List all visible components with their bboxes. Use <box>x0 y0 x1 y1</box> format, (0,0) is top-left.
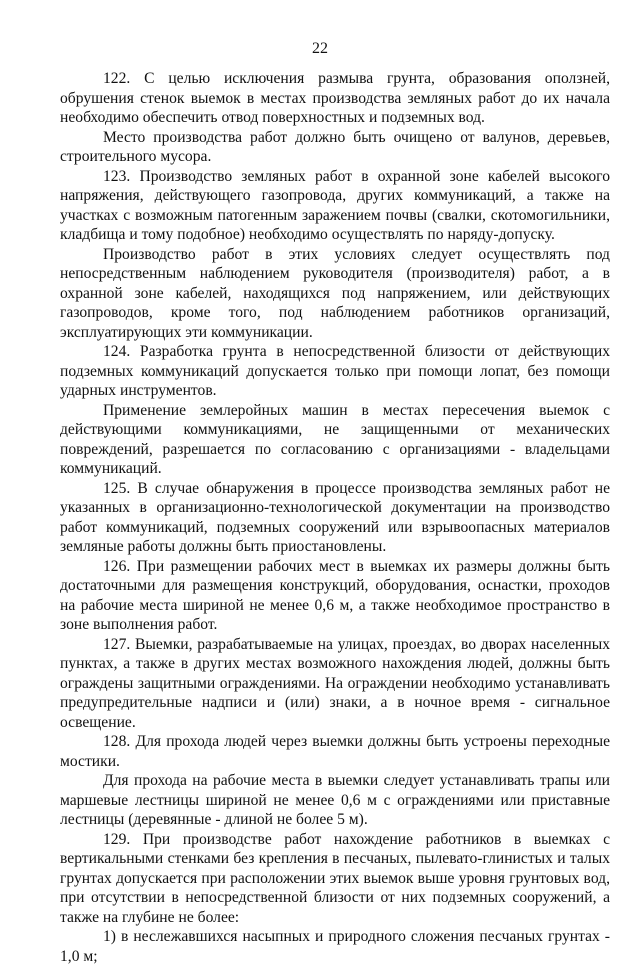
paragraph-123-cont: Производство работ в этих условиях следует осуществлять под непосредственным наблюдением руководителя (производителя) работ, а в охранной зоне кабелей, находящихся под напряжением, или действующих газопроводов, кроме того, под наблюдением работников организаций, эксплуатирующих эти коммуникации. <box>60 245 610 341</box>
paragraph-128-cont: Для прохода на рабочие места в выемки следует устанавливать трапы или маршевые лестницы шириной не менее 0,6 м с ограждениями или приставные лестницы (деревянные - длиной не более 5 м). <box>60 772 610 828</box>
paragraph-129-item-1: 1) в неслежавшихся насыпных и природного сложения песчаных грунтах - 1,0 м; <box>60 928 610 965</box>
paragraph-125: 125. В случае обнаружения в процессе производства земляных работ не указанных в организационно-технологической документации на производство работ коммуникаций, подземных сооружений или взрывоопасных материалов земляные работы должны быть приостановлены. <box>60 479 610 555</box>
paragraph-127: 127. Выемки, разрабатываемые на улицах, проездах, во дворах населенных пунктах, а также в других местах возможного нахождения людей, должны быть ограждены защитными ограждениями. На ограждении необходимо устанавливать предупредительные надписи и (или) знаки, а в ночное время - сигнальное освещение. <box>60 635 610 731</box>
paragraph-126: 126. При размещении рабочих мест в выемках их размеры должны быть достаточными для размещения конструкций, оборудования, оснастки, проходов на рабочие места шириной не менее 0,6 м, а также необходимое пространство в зоне выполнения работ. <box>60 557 610 633</box>
document-body <box>60 69 610 966</box>
page-number: 22 <box>312 40 328 57</box>
paragraph-124-cont: Применение землеройных машин в местах пересечения выемок с действующими коммуникациями, не защищенными от механических повреждений, разрешается по согласованию с организациями - владельцами коммуникаций. <box>60 401 610 477</box>
paragraph-122: 122. С целью исключения размыва грунта, образования оползней, обрушения стенок выемок в местах производства земляных работ до их начала необходимо обеспечить отвод поверхностных и подземных вод. <box>60 70 610 126</box>
paragraph-124: 124. Разработка грунта в непосредственной близости от действующих подземных коммуникаций допускается только при помощи лопат, без помощи ударных инструментов. <box>60 343 610 399</box>
paragraph-123: 123. Производство земляных работ в охранной зоне кабелей высокого напряжения, действующего газопровода, других коммуникаций, а также на участках с возможным патогенным заражением почвы (свалки, скотомогильники, кладбища и тому подобное) необходимо осуществлять по наряду-допуску. <box>60 167 610 243</box>
paragraph-122-cont: Место производства работ должно быть очищено от валунов, деревьев, строительного мусора. <box>60 128 610 165</box>
paragraph-128: 128. Для прохода людей через выемки должны быть устроены переходные мостики. <box>60 733 610 770</box>
paragraph-129: 129. При производстве работ нахождение работников в выемках с вертикальными стенками без крепления в песчаных, пылевато-глинистых и талых грунтах допускается при расположении этих выемок выше уровня грунтовых вод, при отсутствии в непосредственной близости от них подземных сооружений, а также на глубине не более: <box>60 830 610 926</box>
